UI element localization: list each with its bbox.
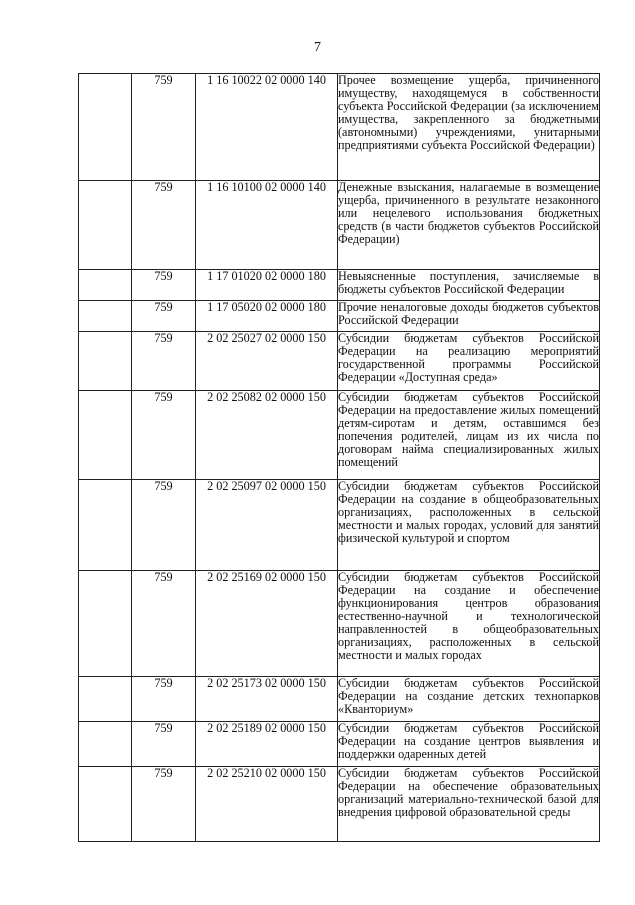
admin-code-cell: 759	[132, 74, 196, 181]
blank-cell	[79, 722, 132, 767]
blank-cell	[79, 74, 132, 181]
revenue-code-cell: 2 02 25027 02 0000 150	[196, 332, 338, 391]
admin-code-cell: 759	[132, 722, 196, 767]
admin-code-cell: 759	[132, 767, 196, 842]
table-row	[79, 301, 600, 332]
table-row	[79, 722, 600, 767]
blank-cell	[79, 301, 132, 332]
blank-cell	[79, 677, 132, 722]
table-row	[79, 270, 600, 301]
revenue-code-cell: 2 02 25210 02 0000 150	[196, 767, 338, 842]
admin-code-cell: 759	[132, 332, 196, 391]
table-row	[79, 677, 600, 722]
revenue-name-cell: Субсидии бюджетам субъектов Российской Федерации на реализацию мероприятий государственной программы Российской Федерации «Доступная среда»	[338, 332, 600, 391]
revenue-code-cell: 1 16 10022 02 0000 140	[196, 74, 338, 181]
blank-cell	[79, 332, 132, 391]
blank-cell	[79, 571, 132, 677]
revenue-code-cell: 2 02 25097 02 0000 150	[196, 480, 338, 571]
table-row	[79, 181, 600, 270]
table-body	[79, 74, 600, 842]
revenue-code-cell: 2 02 25189 02 0000 150	[196, 722, 338, 767]
revenue-code-cell: 2 02 25082 02 0000 150	[196, 391, 338, 480]
revenue-name-cell: Субсидии бюджетам субъектов Российской Федерации на создание центров выявления и поддержки одаренных детей	[338, 722, 600, 767]
table-row	[79, 480, 600, 571]
table-row	[79, 391, 600, 480]
admin-code-cell: 759	[132, 480, 196, 571]
admin-code-cell: 759	[132, 571, 196, 677]
revenue-name-cell: Субсидии бюджетам субъектов Российской Федерации на предоставление жилых помещений детям-сиротам и детям, оставшимся без попечения родителей, лицам из их числа по договорам найма специализированных жилых помещений	[338, 391, 600, 480]
revenue-name-cell: Субсидии бюджетам субъектов Российской Федерации на создание и обеспечение функционирования центров образования естественно-научной и технологической направленностей в общеобразовательных организациях, расположенных в сельской местности и малых городах	[338, 571, 600, 677]
admin-code-cell: 759	[132, 270, 196, 301]
revenue-codes-table	[78, 73, 600, 842]
blank-cell	[79, 270, 132, 301]
table-row	[79, 767, 600, 842]
revenue-name-cell: Прочие неналоговые доходы бюджетов субъектов Российской Федерации	[338, 301, 600, 332]
revenue-name-cell: Субсидии бюджетам субъектов Российской Федерации на обеспечение образовательных организаций материально-технической базой для внедрения цифровой образовательной среды	[338, 767, 600, 842]
revenue-name-cell: Прочее возмещение ущерба, причиненного имуществу, находящемуся в собственности субъекта Российской Федерации (за исключением имущества, закрепленного за бюджетными (автономными) учреждениями, унитарными предприятиями субъекта Российской Федерации)	[338, 74, 600, 181]
admin-code-cell: 759	[132, 391, 196, 480]
blank-cell	[79, 480, 132, 571]
blank-cell	[79, 181, 132, 270]
revenue-code-cell: 2 02 25169 02 0000 150	[196, 571, 338, 677]
revenue-name-cell: Субсидии бюджетам субъектов Российской Федерации на создание детских технопарков «Кванториум»	[338, 677, 600, 722]
admin-code-cell: 759	[132, 181, 196, 270]
page-number: 7	[314, 40, 321, 55]
revenue-code-cell: 2 02 25173 02 0000 150	[196, 677, 338, 722]
admin-code-cell: 759	[132, 677, 196, 722]
revenue-name-cell: Денежные взыскания, налагаемые в возмещение ущерба, причиненного в результате незаконного или нецелевого использования бюджетных средств (в части бюджетов субъектов Российской Федерации)	[338, 181, 600, 270]
revenue-name-cell: Субсидии бюджетам субъектов Российской Федерации на создание в общеобразовательных организациях, расположенных в сельской местности и малых городах, условий для занятий физической культурой и спортом	[338, 480, 600, 571]
blank-cell	[79, 767, 132, 842]
table-row	[79, 332, 600, 391]
revenue-name-cell: Невыясненные поступления, зачисляемые в бюджеты субъектов Российской Федерации	[338, 270, 600, 301]
revenue-code-cell: 1 17 01020 02 0000 180	[196, 270, 338, 301]
revenue-code-cell: 1 16 10100 02 0000 140	[196, 181, 338, 270]
table-row	[79, 571, 600, 677]
blank-cell	[79, 391, 132, 480]
admin-code-cell: 759	[132, 301, 196, 332]
revenue-code-cell: 1 17 05020 02 0000 180	[196, 301, 338, 332]
table-row	[79, 74, 600, 181]
